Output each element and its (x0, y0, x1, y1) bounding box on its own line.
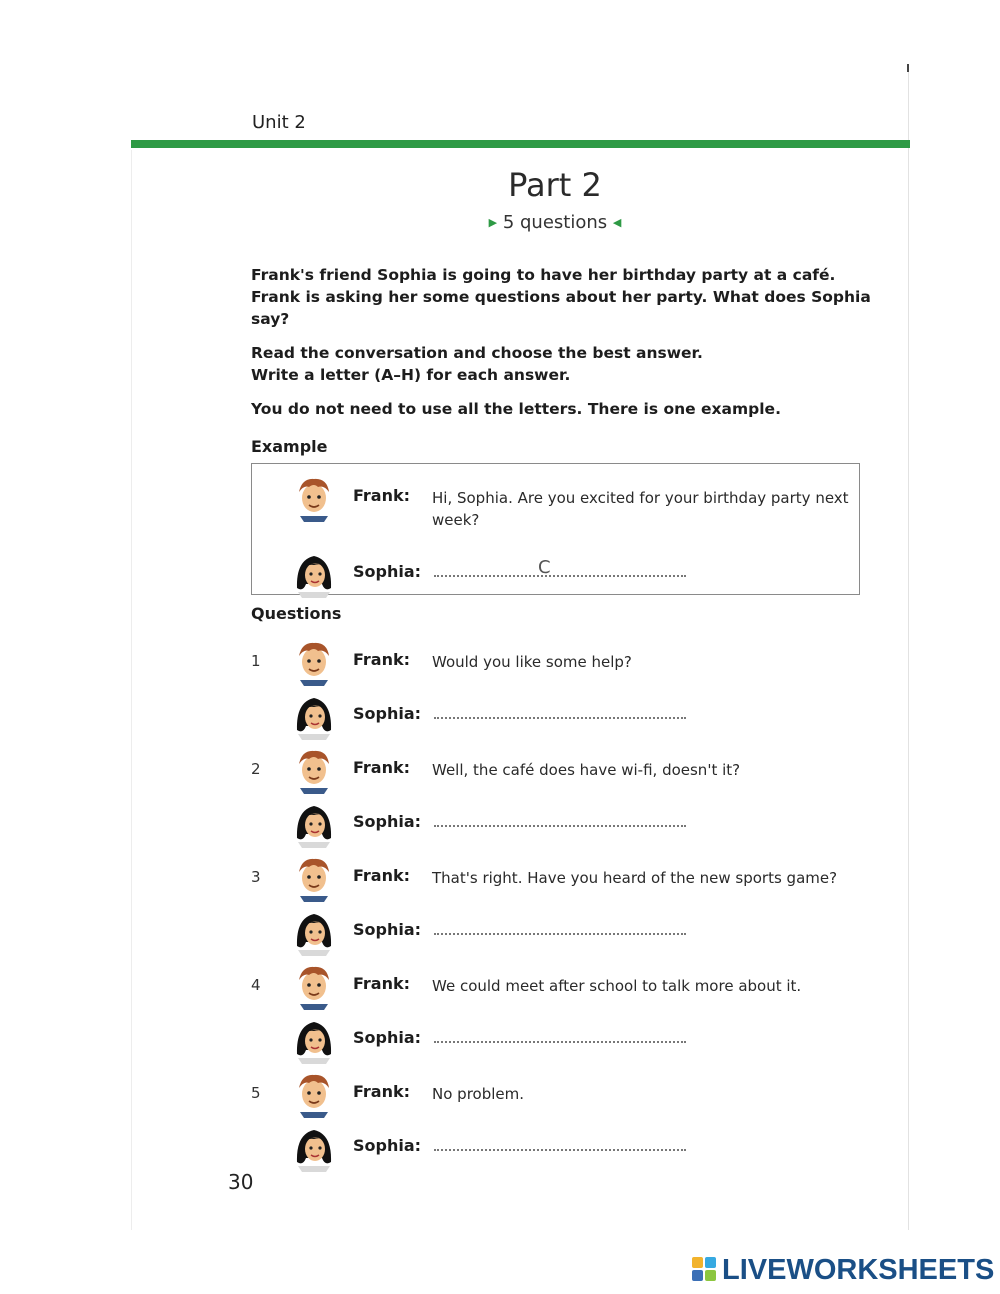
frank-avatar-icon (294, 476, 334, 522)
question-2-sophia-row (0, 802, 1000, 848)
triangle-right-icon: ▶ (488, 216, 498, 229)
example-sophia-row (0, 552, 1000, 598)
question-number: 2 (251, 760, 261, 778)
frank-avatar-icon (294, 964, 334, 1010)
instructions-note: You do not need to use all the letters. There is one example. (251, 400, 781, 418)
example-label: Example (251, 437, 328, 456)
sophia-avatar-icon (294, 1126, 334, 1172)
speaker-label: Frank: (353, 1082, 411, 1101)
question-5-frank-row (0, 1072, 1000, 1118)
question-4-frank-row (0, 964, 1000, 1010)
question-1-sophia-row (0, 694, 1000, 740)
page-edge-left (131, 150, 132, 1230)
frank-line: Would you like some help? (432, 653, 632, 671)
liveworksheets-logo (692, 1255, 994, 1285)
sophia-avatar-icon (294, 910, 334, 956)
frank-line: That's right. Have you heard of the new sports game? (432, 869, 838, 887)
liveworksheets-mark-icon (692, 1257, 718, 1283)
speaker-label: Frank: (353, 866, 411, 885)
instructions-intro: Frank's friend Sophia is going to have her birthday party at a café. Frank is asking her some questions about her party. What does Sophia say? (251, 266, 871, 328)
frank-line: We could meet after school to talk more about it. (432, 977, 802, 995)
question-number: 4 (251, 976, 261, 994)
frank-line: No problem. (432, 1085, 524, 1103)
speaker-label: Frank: (353, 486, 411, 505)
answer-2-blank[interactable] (434, 825, 686, 827)
sophia-avatar-icon (294, 802, 334, 848)
page-edge-tick (907, 64, 909, 72)
part-subtitle-text: 5 questions (502, 212, 608, 233)
answer-4-blank[interactable] (434, 1041, 686, 1043)
frank-line: Hi, Sophia. Are you excited for your birthday party next week? (432, 489, 849, 529)
header-green-bar (131, 140, 910, 148)
answer-dots (434, 575, 686, 577)
question-4-sophia-row (0, 1018, 1000, 1064)
speaker-label: Frank: (353, 974, 411, 993)
question-3-sophia-row (0, 910, 1000, 956)
speaker-label: Frank: (353, 650, 411, 669)
instructions-task-line1: Read the conversation and choose the best answer. (251, 344, 703, 362)
speaker-label: Sophia: (353, 812, 422, 831)
frank-avatar-icon (294, 1072, 334, 1118)
speaker-label: Sophia: (353, 1028, 422, 1047)
question-3-frank-row (0, 856, 1000, 902)
speaker-label: Sophia: (353, 920, 422, 939)
question-number: 1 (251, 652, 261, 670)
sophia-avatar-icon (294, 694, 334, 740)
sophia-avatar-icon (294, 552, 334, 598)
frank-avatar-icon (294, 856, 334, 902)
answer-3-blank[interactable] (434, 933, 686, 935)
instructions-task (251, 342, 876, 386)
question-number: 5 (251, 1084, 261, 1102)
liveworksheets-wordmark: LIVEWORKSHEETS (722, 1253, 995, 1286)
triangle-left-icon: ◀ (612, 216, 622, 229)
speaker-label: Sophia: (353, 562, 422, 581)
speaker-label: Sophia: (353, 704, 422, 723)
speaker-label: Sophia: (353, 1136, 422, 1155)
page-number: 30 (228, 1170, 254, 1194)
sophia-avatar-icon (294, 1018, 334, 1064)
question-number: 3 (251, 868, 261, 886)
instructions-task-line2: Write a letter (A–H) for each answer. (251, 366, 571, 384)
unit-label: Unit 2 (252, 112, 306, 133)
question-1-frank-row (0, 640, 1000, 686)
part-title: Part 2 (508, 166, 602, 204)
question-2-frank-row (0, 748, 1000, 794)
example-frank-row (0, 476, 1000, 529)
questions-label: Questions (251, 604, 342, 623)
frank-line: Well, the café does have wi-fi, doesn't it? (432, 761, 741, 779)
frank-avatar-icon (294, 748, 334, 794)
speaker-label: Frank: (353, 758, 411, 777)
frank-avatar-icon (294, 640, 334, 686)
answer-1-blank[interactable] (434, 717, 686, 719)
answer-5-blank[interactable] (434, 1149, 686, 1151)
example-answer: C (538, 557, 551, 578)
part-subtitle (430, 212, 680, 233)
question-5-sophia-row (0, 1126, 1000, 1172)
